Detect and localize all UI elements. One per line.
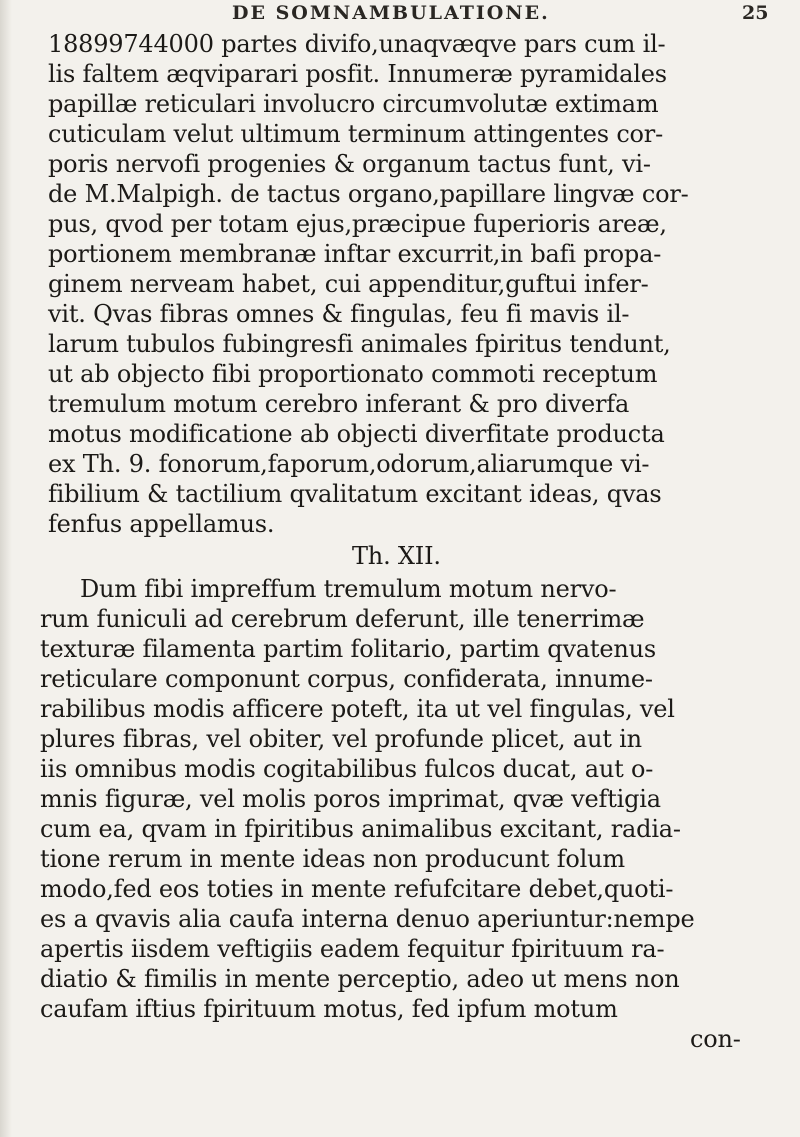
text-line: reticulare componunt corpus, confiderata, innume- [40,665,653,693]
text-line: cum ea, qvam in fpiritibus animalibus excitant, radia- [40,815,681,843]
text-line: fibilium & tactilium qvalitatum excitant ideas, qvas [48,480,662,508]
text-line: lis faltem æqviparari posfit. Innumeræ pyramidales [48,60,667,88]
text-line: ex Th. 9. fonorum,faporum,odorum,aliarumque vi- [48,450,650,478]
text-line: ut ab objecto fibi proportionato commoti receptum [48,360,658,388]
text-line: tione rerum in mente ideas non producunt folum [40,845,625,873]
text-line: de M.Malpigh. de tactus organo,papillare lingvæ cor- [48,180,689,208]
text-line: iis omnibus modis cogitabilibus fulcos ducat, aut o- [40,755,654,783]
section-heading: Th. XII. [352,542,441,570]
text-line: 18899744000 partes divifo,unaqvæqve pars cum il- [48,30,666,58]
text-line: Dum fibi impreffum tremulum motum nervo- [80,575,617,603]
text-line: caufam iftius fpirituum motus, fed ipfum motum [40,995,618,1023]
text-line: larum tubulos fubingresfi animales fpiritus tendunt, [48,330,671,358]
text-line: rabilibus modis afficere poteft, ita ut vel fingulas, vel [40,695,675,723]
text-line: papillæ reticulari involucro circumvolutæ extimam [48,90,659,118]
running-header [0,2,800,26]
text-line: rum funiculi ad cerebrum deferunt, ille tenerrimæ [40,605,645,633]
page-number: 25 [742,2,769,24]
text-line: portionem membranæ inftar excurrit,in bafi propa- [48,240,662,268]
text-line: tremulum motum cerebro inferant & pro diverfa [48,390,630,418]
text-line: plures fibras, vel obiter, vel profunde plicet, aut in [40,725,642,753]
text-line: apertis iisdem veftigiis eadem fequitur fpirituum ra- [40,935,665,963]
text-line: mnis figuræ, vel molis poros imprimat, qvæ veftigia [40,785,661,813]
text-line: poris nervofi progenies & organum tactus funt, vi- [48,150,651,178]
text-line: cuticulam velut ultimum terminum attingentes cor- [48,120,663,148]
text-line: vit. Qvas fibras omnes & fingulas, feu fi mavis il- [48,300,630,328]
text-line: modo,fed eos toties in mente refufcitare debet,quoti- [40,875,674,903]
text-line: fenfus appellamus. [48,510,275,538]
text-line: es a qvavis alia caufa interna denuo aperiuntur:nempe [40,905,695,933]
text-line: pus, qvod per totam ejus,præcipue fuperioris areæ, [48,210,667,238]
text-line: texturæ filamenta partim folitario, partim qvatenus [40,635,656,663]
page-edge-shadow [0,0,12,1137]
text-line: diatio & fimilis in mente perceptio, adeo ut mens non [40,965,680,993]
catchword: con- [690,1025,741,1053]
text-line: ginem nerveam habet, cui appenditur,guftui infer- [48,270,649,298]
running-title: DE SOMNAMBULATIONE. [232,2,550,24]
text-line: motus modificatione ab objecti diverfitate producta [48,420,665,448]
